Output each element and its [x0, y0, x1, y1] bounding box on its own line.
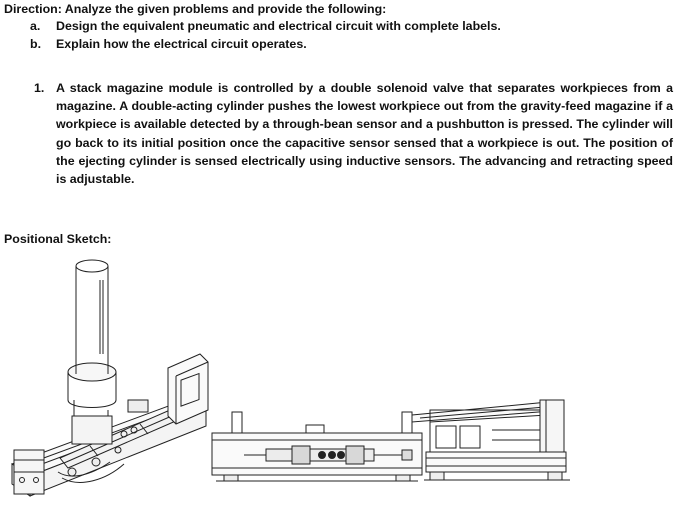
magazine-side-view — [412, 400, 570, 480]
task-marker: a. — [30, 19, 41, 33]
positional-sketch — [0, 250, 679, 508]
problem-statement: A stack magazine module is controlled by a double solenoid valve that separates workpieces from a magazine. A double-acting cylinder pushes the lowest workpiece out from the gravity-feed magazine if a workpiece is available detected by a through-bean sensor and a pushbutton is pressed. The cylinder will go back to its initial position once the capacitive sensor sensed that a workpiece is out. The position of the ejecting cylinder is sensed electrically using inductive sensors. The advancing and retracting speed is adjustable. — [56, 81, 673, 187]
task-text: Design the equivalent pneumatic and electrical circuit with complete labels. — [56, 19, 501, 33]
cylinder-side-view — [212, 412, 422, 481]
stack-magazine-isometric — [12, 260, 208, 496]
task-marker: b. — [30, 37, 42, 51]
problem-number: 1. — [34, 81, 45, 95]
task-text: Explain how the electrical circuit operates. — [56, 37, 307, 51]
direction-heading: Direction: Analyze the given problems and provide the following: — [4, 2, 387, 16]
sketch-label: Positional Sketch: — [4, 232, 112, 246]
